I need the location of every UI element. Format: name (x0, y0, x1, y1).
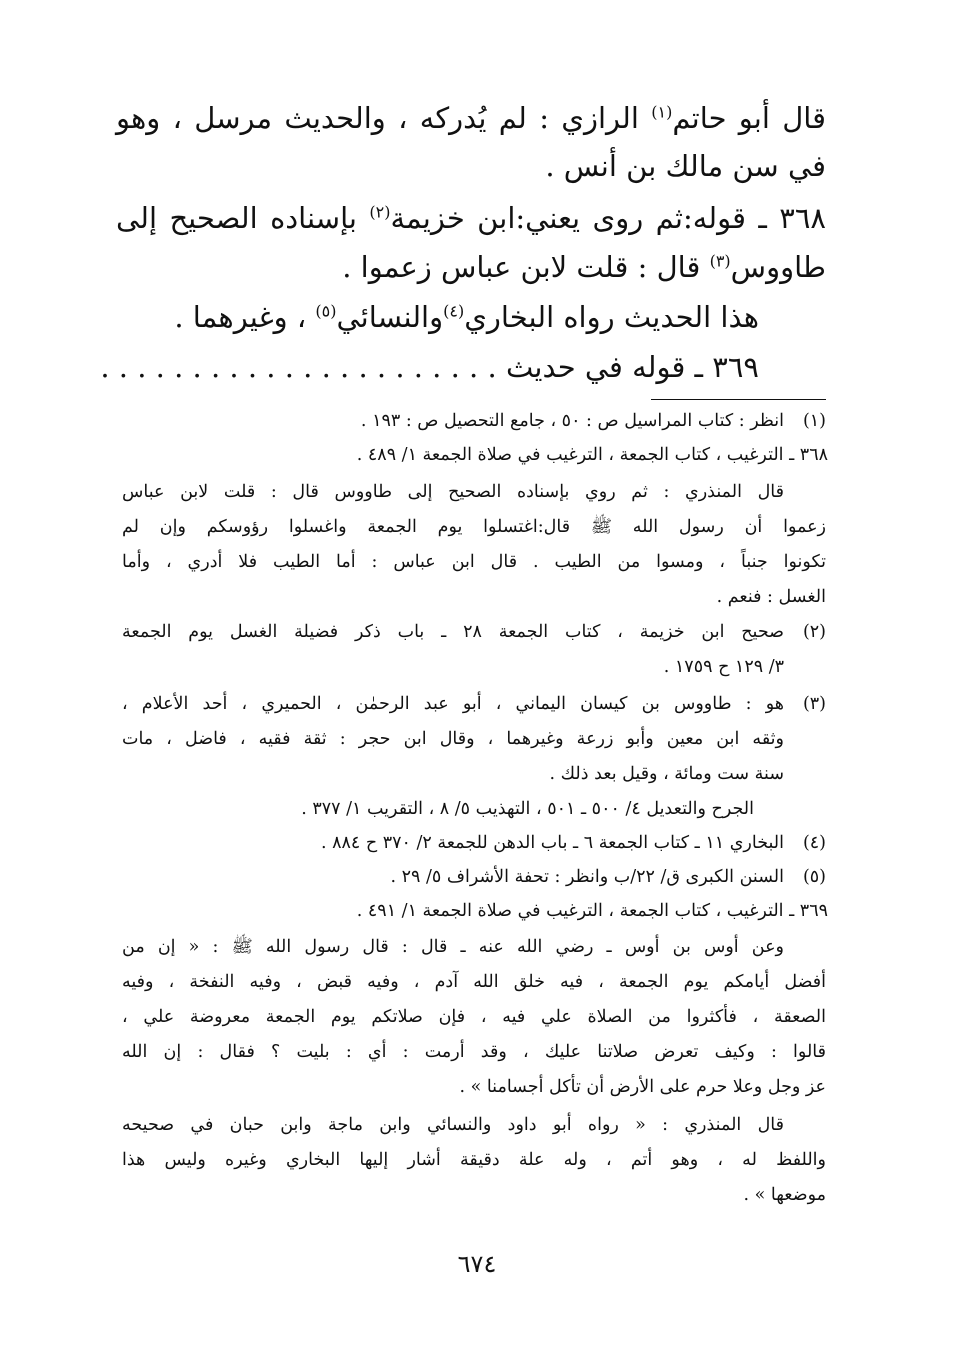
quote-369-line (122, 1038, 826, 1066)
main-text-l1-b: الرازي : لم يُدركه ، والحديث مرسل ، وهو (116, 101, 639, 135)
main-text-line-3 (116, 198, 826, 238)
footnote-text: ٣/ ١٢٩ ح ١٧٥٩ . (663, 657, 784, 677)
footnote-number: (١) (802, 411, 826, 431)
footnote-ref-4: (٤) (443, 301, 465, 321)
footnote-text: هو : طاووس بن كيسان اليماني ، أبو عبد الرحمٰن ، الحميري ، أحد الأعلام ، (122, 694, 784, 714)
main-text-line-5 (119, 297, 759, 337)
mundhiri-369-line (122, 1181, 826, 1209)
quote-text: موضعها » . (743, 1185, 826, 1205)
footnote-number: (٥) (802, 867, 826, 887)
source-note-368 (124, 441, 828, 469)
mundhiri-369-line (122, 1111, 784, 1139)
main-text-line-4 (116, 247, 826, 287)
footnote-number: (٢) (802, 622, 826, 642)
quote-text: زعموا أن رسول الله ﷺ قال:اغتسلوا يوم الجمعة واغسلوا رؤوسكم وإن لم (122, 517, 826, 537)
footnote-text: الجرح والتعديل ٤/ ٥٠٠ ـ ٥٠١ ، التهذيب ٥/ ٨ ، التقريب ١/ ٣٧٧ . (301, 799, 754, 819)
quote-text: عز وجل وعلا حرم على الأرض أن تأكل أجسامنا » . (459, 1077, 826, 1097)
main-text-l4-b: قال : قلت لابن عباس زعموا . (342, 250, 701, 284)
main-text-l6: ٣٦٩ ـ قوله في حديث (505, 350, 759, 384)
main-text-l4-a: طاووس (730, 250, 826, 284)
quote-text: الغسل : فنعم . (716, 587, 826, 607)
footnote-number: (٣) (802, 694, 826, 714)
main-text-l1-a: قال أبو حاتم (672, 101, 827, 135)
main-text-l5-a: هذا الحديث رواه البخاري (464, 300, 759, 334)
footnote-ref-3: (٣) (709, 251, 731, 271)
source-note-369 (124, 897, 828, 925)
main-text-l3-a: ٣٦٨ ـ قوله:ثم روى يعني:ابن خزيمة (390, 201, 826, 235)
source-note-text: ٣٦٩ ـ الترغيب ، كتاب الجمعة ، الترغيب في صلاة الجمعة ١/ ٤٩١ . (356, 901, 828, 921)
footnote-4 (122, 829, 826, 857)
footnote-ref-2: (٢) (369, 202, 391, 222)
footnote-separator (651, 399, 826, 400)
quote-text: واللفظ له ، وهو أتم ، وله علة دقيقة أشار إليها البخاري وغيره وليس هذا (122, 1150, 826, 1170)
footnote-3-cont (122, 760, 784, 788)
quote-text: الصعقة ، فأكثروا من الصلاة علي فيه ، فإن صلاتكم يوم الجمعة معروضة علي ، (122, 1007, 826, 1027)
footnote-3-ref (124, 795, 754, 823)
quote-text: وعن أوس بن أوس ـ رضي الله عنه ـ قال : قال رسول الله ﷺ : « إن من (122, 937, 784, 957)
footnote-ref-5: (٥) (315, 301, 337, 321)
footnote-5 (122, 863, 826, 891)
quote-text: تكونوا جنباً ، ومسوا من الطيب . قال ابن عباس : أما الطيب فلا أدري ، وأما (122, 552, 826, 572)
main-text-l2: في سن مالك بن أنس . (545, 149, 826, 183)
ellipsis-dots: . . . . . . . . . . . . . . . . . . . . . . (100, 350, 497, 384)
main-text-l5-b: والنسائي (336, 300, 444, 334)
quote-369-line (122, 968, 826, 996)
source-note-text: ٣٦٨ ـ الترغيب ، كتاب الجمعة ، الترغيب في صلاة الجمعة ١/ ٤٨٩ . (356, 445, 828, 465)
quote-368-line (122, 478, 784, 506)
footnote-3-cont (122, 725, 784, 753)
footnote-text: انظر : كتاب المراسيل ص : ٥٠ ، جامع التحصيل ص : ١٩٣ . (360, 411, 784, 431)
footnote-ref-1: (١) (651, 102, 673, 122)
footnote-text: البخاري ١١ ـ كتاب الجمعة ٦ ـ باب الدهن للجمعة ٢/ ٣٧٠ ح ٨٨٤ . (320, 833, 784, 853)
quote-369-line (122, 1073, 826, 1101)
footnote-number: (٤) (802, 833, 826, 853)
main-text-line-2 (116, 146, 826, 186)
footnote-2 (122, 618, 826, 646)
quote-369-line (122, 933, 784, 961)
page-number: ٦٧٤ (457, 1250, 497, 1278)
quote-368-line (122, 583, 826, 611)
main-text-line-6 (100, 347, 759, 387)
footnote-2-cont (122, 653, 784, 681)
quote-368-line (122, 513, 826, 541)
quote-text: قال المنذري : ثم روي بإسناده الصحيح إلى طاووس قال : قلت لابن عباس (122, 482, 784, 502)
footnote-text: سنة ست ومائة ، وقيل بعد ذلك . (549, 764, 784, 784)
quote-text: قالوا : وكيف تعرض صلاتنا عليك ، وقد أرمت : أي : بليت ؟ فقال : إن الله (122, 1042, 826, 1062)
footnote-text: وثقه ابن معين وأبو زرعة وغيرهما ، وقال ابن حجر : ثقة فقيه ، فاضل ، مات (122, 729, 784, 749)
footnote-text: صحيح ابن خزيمة ، كتاب الجمعة ٢٨ ـ باب ذكر فضيلة الغسل يوم الجمعة (122, 622, 784, 642)
quote-369-line (122, 1003, 826, 1031)
main-text-l5-c: ، وغيرهما . (174, 300, 307, 334)
footnote-3 (122, 690, 826, 718)
main-text-line-1 (116, 98, 826, 138)
footnote-1 (122, 407, 826, 435)
quote-text: قال المنذري : « رواه أبو داود والنسائي وابن ماجة وابن حبان في صحيحه (122, 1115, 784, 1135)
main-text-l3-b: بإسناده الصحيح إلى (116, 201, 357, 235)
footnote-text: السنن الكبرى ق/ ٢٢/ب وانظر : تحفة الأشراف ٥/ ٢٩ . (390, 867, 784, 887)
quote-text: أفضل أيامكم يوم الجمعة ، فيه خلق الله آدم ، وفيه قبض ، وفيه النفخة ، وفيه (122, 972, 826, 992)
quote-368-line (122, 548, 826, 576)
mundhiri-369-line (122, 1146, 826, 1174)
